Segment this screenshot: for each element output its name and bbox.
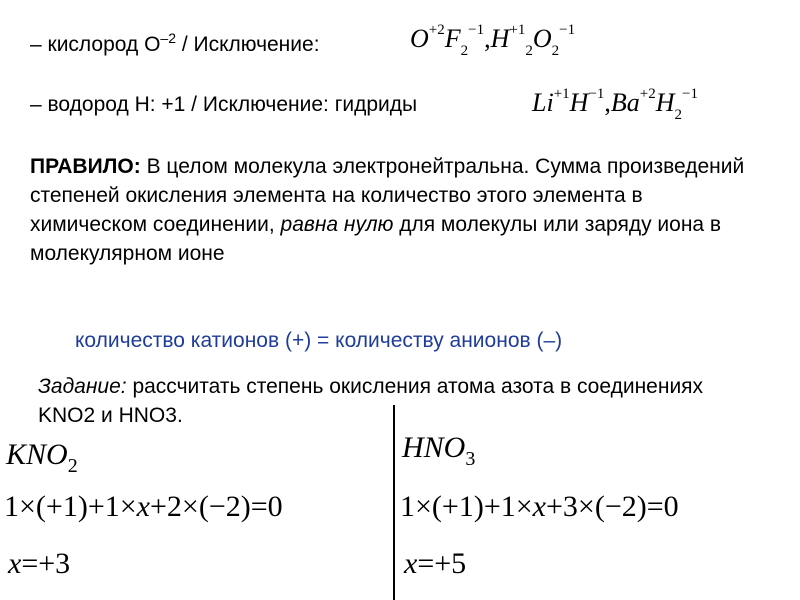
- equation-variable: x: [136, 490, 150, 523]
- formula-index: 2: [674, 107, 683, 123]
- rule-emphasis: равна нулю: [280, 213, 394, 236]
- oxidation-state: +2: [639, 86, 656, 102]
- task-text: рассчитать степень окисления атома азота в соединениях KNO: [38, 375, 704, 427]
- oxidation-state: −1: [559, 22, 576, 38]
- formula-element: Li: [532, 88, 554, 117]
- formula-index: 2: [67, 455, 78, 477]
- oxygen-label: – кислород О: [30, 33, 161, 56]
- oxidation-state: −1: [588, 86, 605, 102]
- rule-text-end: для молекулы или заряду иона в молекулярном ионе: [30, 213, 722, 265]
- oxygen-charge: –2: [160, 30, 176, 46]
- formula-index: 3: [465, 448, 476, 470]
- formula-element: H: [655, 88, 675, 117]
- result-variable: x: [8, 547, 22, 580]
- result-value: =+5: [417, 547, 467, 580]
- equation-part: +3×(−2)=0: [545, 490, 679, 523]
- formula-index: 2: [460, 43, 469, 59]
- balance-statement: количество катионов (+) = количеству анионов (–): [75, 329, 563, 352]
- oxygen-exception-label: / Исключение:: [176, 33, 320, 56]
- left-equation: [4, 490, 283, 524]
- formula-index: 2: [525, 43, 533, 59]
- column-divider: [393, 405, 395, 600]
- formula-kno2: KNO: [6, 438, 68, 471]
- oxygen-exception-formulas: [410, 22, 575, 60]
- formula-element: H: [569, 88, 589, 117]
- task-text: и HNO: [95, 404, 166, 427]
- hydrogen-rule-text: – водород Н: +1 / Исключение: гидриды: [30, 93, 418, 116]
- task-text-end: .: [176, 404, 183, 427]
- formula-separator: ,: [604, 88, 611, 117]
- hydrogen-exception-formulas: [532, 86, 698, 124]
- right-formula: [402, 431, 475, 471]
- right-equation: [400, 490, 679, 524]
- task-label: Задание:: [38, 375, 127, 398]
- equation-variable: x: [532, 490, 546, 523]
- formula-hno3: HNO: [402, 431, 466, 464]
- formula-element: O: [410, 24, 429, 53]
- task-paragraph: [38, 372, 758, 430]
- equation-part: +2×(−2)=0: [149, 490, 283, 523]
- rule-text: В целом молекула электронейтральна. Сумма произведений степеней окисления элемента на количество этого элемента в химическом соединении,: [30, 155, 745, 236]
- formula-element: O: [532, 24, 552, 53]
- oxidation-state: −1: [468, 22, 485, 38]
- oxidation-state: +1: [509, 22, 526, 38]
- equation-part: 1×(+1)+1×: [400, 490, 533, 523]
- oxygen-rule-text: [30, 30, 320, 57]
- formula-index: 3: [165, 404, 177, 427]
- formula-index: 2: [83, 404, 96, 427]
- oxidation-state: +1: [553, 86, 570, 102]
- result-variable: x: [404, 547, 418, 580]
- rule-paragraph: [30, 152, 750, 268]
- formula-element: F: [444, 24, 461, 53]
- left-formula: [6, 438, 78, 478]
- formula-index: 2: [551, 43, 560, 59]
- equation-part: 1×(+1)+1×: [4, 490, 137, 523]
- formula-element: Ba: [610, 88, 640, 117]
- formula-separator: ,: [484, 24, 491, 53]
- formula-element: H: [490, 24, 510, 53]
- right-result: [404, 547, 466, 581]
- oxidation-state: −1: [682, 86, 699, 102]
- result-value: =+3: [21, 547, 71, 580]
- rule-label: ПРАВИЛО:: [30, 155, 141, 178]
- left-result: [8, 547, 70, 581]
- oxidation-state: +2: [428, 22, 445, 38]
